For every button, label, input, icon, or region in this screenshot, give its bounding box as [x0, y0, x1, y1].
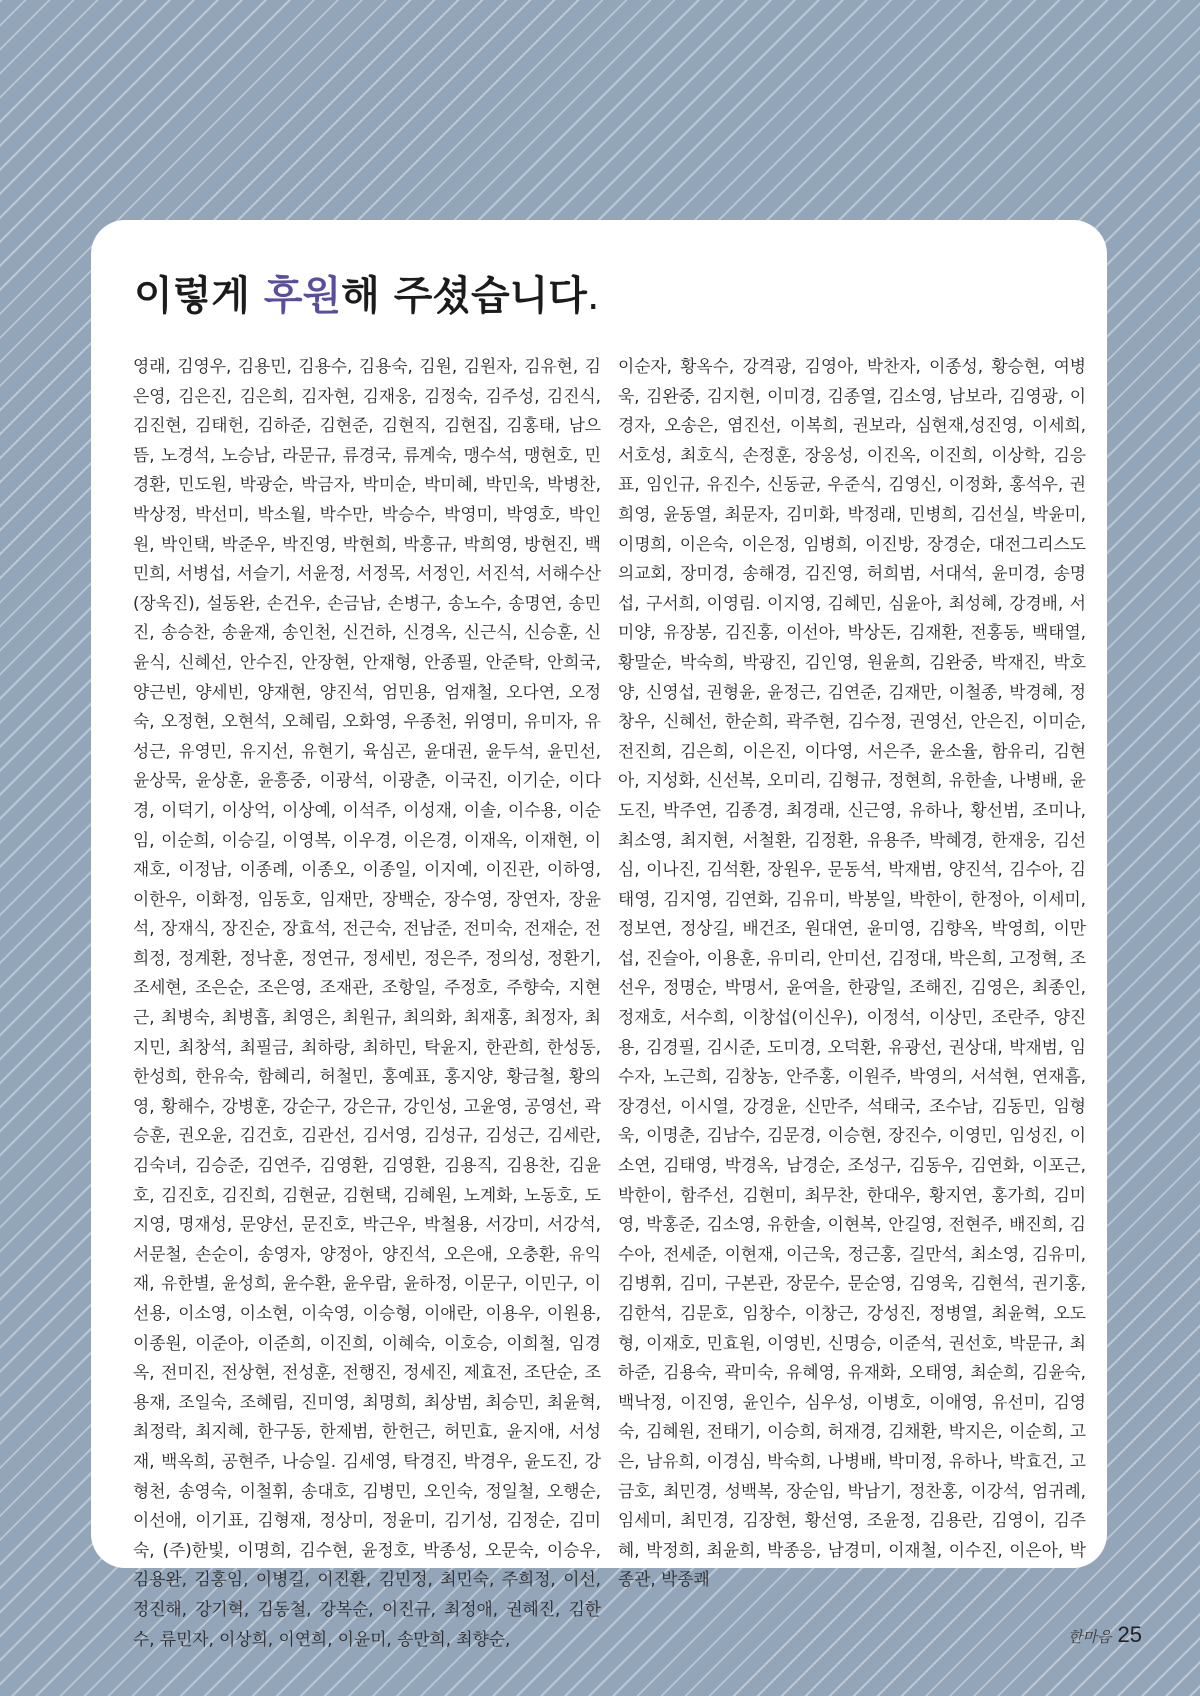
page-footer [1068, 1622, 1142, 1648]
title-text-before: 이렇게 [134, 273, 264, 319]
donor-list-right-column: 이순자, 황옥수, 강격광, 김영아, 박찬자, 이종성, 황승현, 여병욱, 김완중, 김지현, 이미경, 김종열, 김소영, 남보라, 김영광, 이경자, 오송은, 염진선, 이복희, 권보라, 심현재,성진영, 이세희, 서호성, 최호식, 손정훈, 장옹성, 이진옥, 이진희, 이상학, 김응표, 임인규, 유진수, 신동균, 우준식, 김영신, 이정화, 홍석우, 권희영, 윤동열, 최문자, 김미화, 박정래, 민병희, 김선실, 박윤미, 이명희, 이은숙, 이은정, 임병희, 이진방, 장경순, 대전그리스도의교회, 장미경, 송해경, 김진영, 허희범, 서대석, 윤미경, 송명섭, 구서희, 이영림. 이지영, 김혜민, 심윤아, 최성혜, 강경배, 서미양, 유장봉, 김진홍, 이선아, 박상돈, 김재환, 전홍동, 백태열, 황말순, 박숙희, 박광진, 김인영, 원윤희, 김완중, 박재진, 박호양, 신영섭, 권형윤, 윤정근, 김연준, 김재만, 이철종, 박경혜, 정창우, 신혜선, 한순희, 곽주현, 김수정, 권영선, 안은진, 이미순, 전진희, 김은희, 이은진, 이다영, 서은주, 윤소율, 함유리, 김현아, 지성화, 신선복, 오미리, 김형규, 정현희, 유한솔, 나병배, 윤도진, 박주연, 김종경, 최경래, 신근영, 유하나, 황선범, 조미나, 최소영, 최지현, 서철환, 김정환, 유용주, 박혜경, 한재웅, 김선심, 이나진, 김석환, 장원우, 문동석, 박재범, 양진석, 김수아, 김태영, 김지영, 김연화, 김유미, 박봉일, 박한이, 한정아, 이세미, 정보연, 정상길, 배건조, 원대연, 윤미영, 김향옥, 박영희, 이만섭, 진슬아, 이용훈, 유미리, 안미선, 김정대, 박은희, 고정혁, 조선우, 정명순, 박명서, 윤여을, 한광일, 조해진, 김영은, 최종인, 정재호, 서수희, 이창섭(이신우), 이정석, 이상민, 조란주, 양진용, 김경필, 김시준, 도미경, 오덕환, 유광선, 권상대, 박재범, 임수자, 노근희, 김창농, 안주홍, 이원주, 박영의, 서석현, 연재흠, 장경선, 이시열, 강경윤, 신만주, 석태국, 조수남, 김동민, 임형욱, 이명춘, 김남수, 김문경, 이승현, 장진수, 이영민, 임성진, 이소연, 김태영, 박경옥, 남경순, 조성구, 김동우, 김연화, 이포근, 박한이, 함주선, 김현미, 최무찬, 한대우, 황지연, 홍가희, 김미영, 박홍준, 김소영, 유한솔, 이현복, 안길영, 전현주, 배진희, 김수아, 전세준, 이현재, 이근욱, 정근홍, 길만석, 최소영, 김유미, 김병휘, 김미, 구본관, 장문수, 문순영, 김영욱, 김현석, 권기홍, 김한석, 김문호, 임창수, 이창근, 강성진, 정병열, 최윤혁, 오도형, 이재호, 민효원, 이영빈, 신명승, 이준석, 권선호, 박문규, 최하준, 김용숙, 곽미숙, 유혜영, 유재화, 오태영, 최순희, 김윤숙, 백낙정, 이진영, 윤인수, 심우성, 이병호, 이애영, 유선미, 김영숙, 김혜원, 전태기, 이승희, 허재경, 김채환, 박지은, 이순희, 고은, 남유희, 이경심, 박숙희, 나병배, 박미정, 유하나, 박효건, 고금호, 최민경, 성백복, 장순임, 박남기, 정찬홍, 이강석, 엄귀례, 임세미, 최민경, 김장현, 황선영, 조윤정, 김용란, 김영이, 김주혜, 박정희, 최윤희, 박종응, 남경미, 이재철, 이수진, 이은아, 박종관, 박종쾌 [618, 356, 1086, 1590]
magazine-brand: 한마음 [1068, 1628, 1112, 1646]
title-period: . [586, 273, 600, 319]
page-title [134, 264, 600, 321]
title-highlight: 후원 [263, 273, 342, 319]
title-text-after: 해 주셨습니다 [341, 273, 587, 319]
page-number: 25 [1117, 1622, 1142, 1647]
donor-list-left-column: 영래, 김영우, 김용민, 김용수, 김용숙, 김원, 김원자, 김유현, 김은영, 김은진, 김은희, 김자현, 김재웅, 김정숙, 김주성, 김진식, 김진현, 김태헌, 김하준, 김현준, 김현직, 김현집, 김홍태, 남으뜸, 노경석, 노승남, 라문규, 류경국, 류계숙, 맹수석, 맹현호, 민경환, 민도원, 박광순, 박금자, 박미순, 박미혜, 박민욱, 박병찬, 박상정, 박선미, 박소월, 박수만, 박승수, 박영미, 박영호, 박인원, 박인택, 박준우, 박진영, 박현희, 박흥규, 박희영, 방현진, 백민희, 서병섭, 서슬기, 서윤정, 서정목, 서정인, 서진석, 서해수산(장욱진), 설동완, 손건우, 손금남, 손병구, 송노수, 송명연, 송민진, 송승찬, 송윤재, 송인천, 신건하, 신경옥, 신근식, 신승훈, 신윤식, 신혜선, 안수진, 안장현, 안재형, 안종필, 안준탁, 안희국, 양근빈, 양세빈, 양재현, 양진석, 엄민용, 엄재철, 오다연, 오정숙, 오정현, 오현석, 오혜림, 오화영, 우종천, 위영미, 유미자, 유성근, 유영민, 유지선, 유현기, 육심곤, 윤대권, 윤두석, 윤민선, 윤상묵, 윤상훈, 윤흥중, 이광석, 이광춘, 이국진, 이기순, 이다경, 이덕기, 이상억, 이상예, 이석주, 이성재, 이솔, 이수용, 이순임, 이순희, 이승길, 이영복, 이우경, 이은경, 이재옥, 이재현, 이재호, 이정남, 이종례, 이종오, 이종일, 이지예, 이진관, 이하영, 이한우, 이화정, 임동호, 임재만, 장백순, 장수영, 장연자, 장윤석, 장재식, 장진순, 장효석, 전근숙, 전남준, 전미숙, 전재순, 전희정, 정계환, 정낙훈, 정연규, 정세빈, 정은주, 정의성, 정환기, 조세현, 조은순, 조은영, 조재관, 조항일, 주정호, 주향숙, 지현근, 최병숙, 최병흡, 최영은, 최원규, 최의화, 최재홍, 최정자, 최지민, 최창석, 최필금, 최하랑, 최하민, 탁윤지, 한관희, 한성동, 한성희, 한유숙, 함혜리, 허철민, 홍예표, 홍지양, 황금철, 황의영, 황해수, 강병훈, 강순구, 강은규, 강인성, 고윤영, 공영선, 곽승훈, 권오윤, 김건호, 김관선, 김서영, 김성규, 김성근, 김세란, 김숙녀, 김승준, 김연주, 김영환, 김영환, 김용직, 김용찬, 김윤호, 김진호, 김진희, 김현균, 김현택, 김혜원, 노계화, 노동호, 도지영, 명재성, 문양선, 문진호, 박근우, 박철용, 서강미, 서강석, 서문철, 손순이, 송영자, 양정아, 양진석, 오은애, 오충환, 유익재, 유한별, 윤성희, 윤수환, 윤우람, 윤하정, 이문구, 이민구, 이선용, 이소영, 이소현, 이숙영, 이승형, 이애란, 이용우, 이원용, 이종원, 이준아, 이준희, 이진희, 이혜숙, 이호승, 이희철, 임경옥, 전미진, 전상현, 전성훈, 전행진, 정세진, 제효전, 조단순, 조용재, 조일숙, 조혜림, 진미영, 최명희, 최상범, 최승민, 최윤혁, 최정락, 최지혜, 한구동, 한제범, 한헌근, 허민효, 윤지애, 서성재, 백옥희, 공현주, 나승일. 김세영, 탁경진, 박경우, 윤도진, 강형천, 송영숙, 이철휘, 송대호, 김병민, 오인숙, 정일철, 오행순, 이선애, 이기표, 김형재, 정상미, 정윤미, 김기성, 김정순, 김미숙, (주)한빛, 이명희, 김수현, 윤정호, 박종성, 오문숙, 이승우, 김용완, 김홍임, 이병길, 이진환, 김민정, 최민숙, 주희정, 이선, 정진해, 강기혁, 김동철, 강복순, 이진규, 최정애, 권혜진, 김한수, 류민자, 이상희, 이연희, 이윤미, 송만희, 최향순, [133, 356, 601, 1649]
